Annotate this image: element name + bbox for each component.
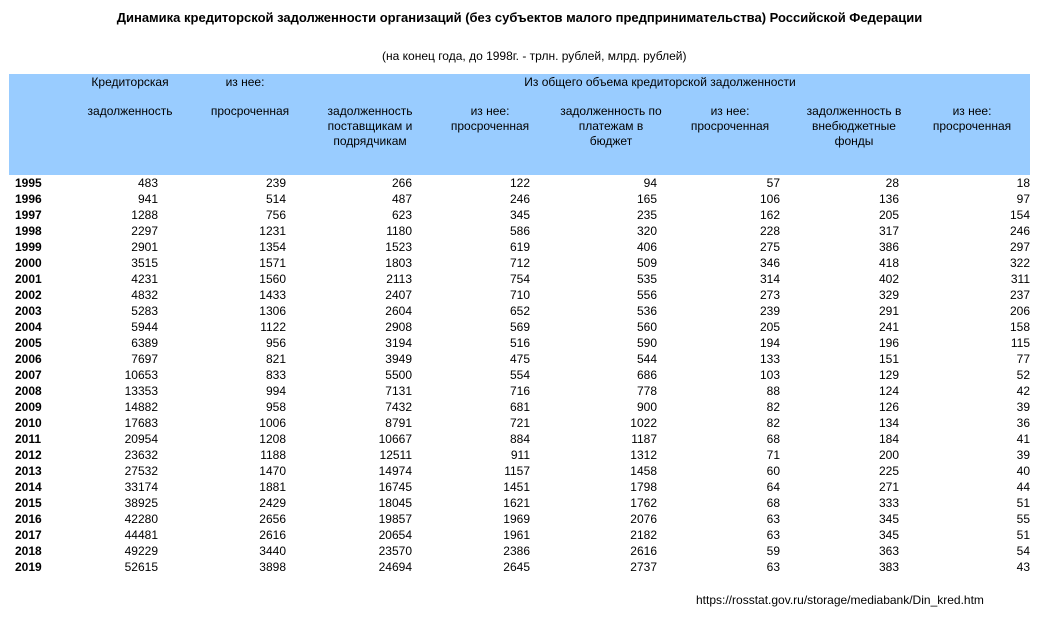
table-row bbox=[9, 527, 1030, 543]
value-cell-col3: 266 bbox=[391, 176, 412, 190]
value-cell-col5: 778 bbox=[636, 384, 657, 398]
value-cell-col2: 1306 bbox=[259, 304, 286, 318]
value-cell-col2: 1560 bbox=[259, 272, 286, 286]
value-cell-col1: 941 bbox=[137, 192, 158, 206]
value-cell-col3: 8791 bbox=[385, 416, 412, 430]
value-cell-col8: 237 bbox=[1009, 288, 1030, 302]
header-col7: задолженность в внебюджетные фонды bbox=[806, 104, 902, 148]
value-cell-col1: 7697 bbox=[131, 352, 158, 366]
value-cell-col6: 71 bbox=[766, 448, 780, 462]
value-cell-col5: 535 bbox=[636, 272, 657, 286]
year-cell: 2002 bbox=[15, 288, 42, 302]
value-cell-col6: 82 bbox=[766, 416, 780, 430]
value-cell-col7: 136 bbox=[878, 192, 899, 206]
value-cell-col5: 686 bbox=[636, 368, 657, 382]
year-cell: 2011 bbox=[15, 432, 42, 446]
value-cell-col2: 2429 bbox=[259, 496, 286, 510]
value-cell-col5: 2616 bbox=[630, 544, 657, 558]
table-body bbox=[9, 175, 1030, 575]
value-cell-col2: 1470 bbox=[259, 464, 286, 478]
value-cell-col1: 20954 bbox=[124, 432, 158, 446]
value-cell-col7: 418 bbox=[878, 256, 899, 270]
table-row bbox=[9, 335, 1030, 351]
year-cell: 2019 bbox=[15, 560, 42, 574]
value-cell-col3: 1180 bbox=[386, 224, 412, 238]
year-cell: 2001 bbox=[15, 272, 42, 286]
value-cell-col3: 623 bbox=[391, 208, 412, 222]
year-cell: 1996 bbox=[15, 192, 42, 206]
value-cell-col3: 7131 bbox=[385, 384, 412, 398]
page-title: Динамика кредиторской задолженности организаций (без субъектов малого предпринимательства) Российской Федерации bbox=[116, 10, 923, 25]
value-cell-col2: 756 bbox=[265, 208, 286, 222]
value-cell-col6: 82 bbox=[766, 400, 780, 414]
value-cell-col1: 6389 bbox=[131, 336, 158, 350]
value-cell-col3: 23570 bbox=[378, 544, 412, 558]
table-row bbox=[9, 383, 1030, 399]
value-cell-col5: 406 bbox=[636, 240, 657, 254]
value-cell-col3: 7432 bbox=[385, 400, 412, 414]
value-cell-col7: 241 bbox=[878, 320, 899, 334]
value-cell-col3: 19857 bbox=[378, 512, 412, 526]
value-cell-col6: 275 bbox=[759, 240, 780, 254]
value-cell-col8: 51 bbox=[1016, 496, 1030, 510]
value-cell-col8: 77 bbox=[1016, 352, 1030, 366]
value-cell-col4: 1451 bbox=[503, 480, 530, 494]
value-cell-col3: 1523 bbox=[385, 240, 412, 254]
value-cell-col2: 1208 bbox=[259, 432, 286, 446]
value-cell-col8: 51 bbox=[1016, 528, 1030, 542]
value-cell-col4: 652 bbox=[509, 304, 530, 318]
value-cell-col1: 49229 bbox=[124, 544, 158, 558]
value-cell-col2: 2656 bbox=[259, 512, 286, 526]
value-cell-col7: 363 bbox=[878, 544, 899, 558]
value-cell-col4: 122 bbox=[509, 176, 530, 190]
header-col3: задолженность поставщикам и подрядчикам bbox=[327, 104, 413, 148]
header-col8: из нее: просроченная bbox=[932, 104, 1012, 133]
table-row bbox=[9, 351, 1030, 367]
year-cell: 2006 bbox=[15, 352, 42, 366]
value-cell-col1: 42280 bbox=[124, 512, 158, 526]
value-cell-col8: 39 bbox=[1016, 400, 1030, 414]
value-cell-col2: 1571 bbox=[259, 256, 286, 270]
year-cell: 2000 bbox=[15, 256, 42, 270]
value-cell-col3: 2908 bbox=[385, 320, 412, 334]
value-cell-col7: 151 bbox=[878, 352, 899, 366]
value-cell-col3: 487 bbox=[391, 192, 412, 206]
value-cell-col7: 317 bbox=[878, 224, 899, 238]
value-cell-col4: 554 bbox=[509, 368, 530, 382]
value-cell-col6: 194 bbox=[759, 336, 780, 350]
table-row bbox=[9, 543, 1030, 559]
year-cell: 2005 bbox=[15, 336, 42, 350]
value-cell-col2: 1881 bbox=[259, 480, 286, 494]
year-cell: 2012 bbox=[15, 448, 42, 462]
value-cell-col4: 246 bbox=[509, 192, 530, 206]
value-cell-col4: 1961 bbox=[503, 528, 530, 542]
value-cell-col5: 590 bbox=[636, 336, 657, 350]
year-cell: 2007 bbox=[15, 368, 42, 382]
table-row bbox=[9, 303, 1030, 319]
value-cell-col3: 2407 bbox=[385, 288, 412, 302]
value-cell-col6: 106 bbox=[759, 192, 780, 206]
value-cell-col3: 20654 bbox=[378, 528, 412, 542]
value-cell-col4: 345 bbox=[509, 208, 530, 222]
value-cell-col6: 59 bbox=[766, 544, 780, 558]
value-cell-col3: 18045 bbox=[378, 496, 412, 510]
value-cell-col4: 681 bbox=[509, 400, 530, 414]
value-cell-col5: 536 bbox=[636, 304, 657, 318]
header-col5: задолженность по платежам в бюджет bbox=[560, 104, 662, 148]
value-cell-col1: 10653 bbox=[124, 368, 158, 382]
value-cell-col6: 314 bbox=[759, 272, 780, 286]
value-cell-col5: 1762 bbox=[630, 496, 657, 510]
value-cell-col5: 560 bbox=[636, 320, 657, 334]
value-cell-col8: 246 bbox=[1009, 224, 1030, 238]
value-cell-col8: 42 bbox=[1016, 384, 1030, 398]
value-cell-col5: 2076 bbox=[630, 512, 657, 526]
year-cell: 2009 bbox=[15, 400, 42, 414]
value-cell-col7: 329 bbox=[878, 288, 899, 302]
value-cell-col8: 44 bbox=[1016, 480, 1030, 494]
table-row bbox=[9, 319, 1030, 335]
value-cell-col1: 52615 bbox=[124, 560, 158, 574]
value-cell-col3: 1803 bbox=[385, 256, 412, 270]
value-cell-col2: 1122 bbox=[260, 320, 286, 334]
header-col1-line1: Кредиторская bbox=[91, 75, 169, 89]
value-cell-col2: 1006 bbox=[259, 416, 286, 430]
value-cell-col8: 36 bbox=[1016, 416, 1030, 430]
value-cell-col3: 3949 bbox=[385, 352, 412, 366]
table-row bbox=[9, 479, 1030, 495]
value-cell-col1: 13353 bbox=[124, 384, 158, 398]
value-cell-col1: 4832 bbox=[131, 288, 158, 302]
value-cell-col1: 27532 bbox=[124, 464, 158, 478]
value-cell-col3: 14974 bbox=[378, 464, 412, 478]
value-cell-col2: 1433 bbox=[259, 288, 286, 302]
value-cell-col4: 911 bbox=[510, 448, 530, 462]
value-cell-col4: 475 bbox=[509, 352, 530, 366]
table-row bbox=[9, 239, 1030, 255]
year-cell: 2004 bbox=[15, 320, 42, 334]
value-cell-col7: 124 bbox=[878, 384, 899, 398]
year-cell: 2010 bbox=[15, 416, 42, 430]
value-cell-col2: 958 bbox=[265, 400, 286, 414]
value-cell-col8: 97 bbox=[1016, 192, 1030, 206]
value-cell-col7: 196 bbox=[878, 336, 899, 350]
value-cell-col5: 235 bbox=[636, 208, 657, 222]
value-cell-col2: 514 bbox=[265, 192, 286, 206]
table-row bbox=[9, 399, 1030, 415]
value-cell-col6: 162 bbox=[759, 208, 780, 222]
value-cell-col2: 821 bbox=[265, 352, 286, 366]
value-cell-col6: 88 bbox=[766, 384, 780, 398]
year-cell: 1999 bbox=[15, 240, 42, 254]
year-cell: 2003 bbox=[15, 304, 42, 318]
year-cell: 2014 bbox=[15, 480, 42, 494]
value-cell-col1: 17683 bbox=[124, 416, 158, 430]
value-cell-col3: 24694 bbox=[378, 560, 412, 574]
value-cell-col3: 2604 bbox=[385, 304, 412, 318]
value-cell-col7: 126 bbox=[878, 400, 899, 414]
value-cell-col7: 184 bbox=[878, 432, 899, 446]
value-cell-col4: 884 bbox=[509, 432, 530, 446]
value-cell-col6: 63 bbox=[766, 560, 780, 574]
value-cell-col5: 94 bbox=[643, 176, 657, 190]
value-cell-col6: 57 bbox=[766, 176, 780, 190]
value-cell-col6: 60 bbox=[766, 464, 780, 478]
value-cell-col6: 64 bbox=[766, 480, 780, 494]
value-cell-col4: 754 bbox=[509, 272, 530, 286]
value-cell-col1: 38925 bbox=[124, 496, 158, 510]
value-cell-col1: 1288 bbox=[131, 208, 158, 222]
value-cell-col7: 205 bbox=[878, 208, 899, 222]
table-row bbox=[9, 447, 1030, 463]
value-cell-col5: 509 bbox=[636, 256, 657, 270]
value-cell-col2: 1188 bbox=[260, 448, 286, 462]
value-cell-col3: 12511 bbox=[379, 448, 412, 462]
value-cell-col2: 1231 bbox=[259, 224, 286, 238]
source-link[interactable]: https://rosstat.gov.ru/storage/mediabank/Din_kred.htm bbox=[696, 593, 984, 607]
value-cell-col5: 1458 bbox=[630, 464, 657, 478]
value-cell-col4: 516 bbox=[509, 336, 530, 350]
table-row bbox=[9, 431, 1030, 447]
value-cell-col1: 14882 bbox=[124, 400, 158, 414]
value-cell-col2: 994 bbox=[265, 384, 286, 398]
value-cell-col4: 1969 bbox=[503, 512, 530, 526]
value-cell-col7: 333 bbox=[878, 496, 899, 510]
value-cell-col7: 200 bbox=[878, 448, 899, 462]
header-col6: из нее: просроченная bbox=[690, 104, 770, 133]
table-row bbox=[9, 511, 1030, 527]
value-cell-col7: 291 bbox=[878, 304, 899, 318]
value-cell-col2: 1354 bbox=[259, 240, 286, 254]
header-col2-line1: из нее: bbox=[225, 75, 265, 89]
year-cell: 1998 bbox=[15, 224, 42, 238]
value-cell-col1: 5944 bbox=[131, 320, 158, 334]
table-row bbox=[9, 367, 1030, 383]
value-cell-col1: 3515 bbox=[131, 256, 158, 270]
value-cell-col3: 5500 bbox=[385, 368, 412, 382]
value-cell-col4: 586 bbox=[509, 224, 530, 238]
value-cell-col8: 52 bbox=[1016, 368, 1030, 382]
value-cell-col6: 68 bbox=[766, 496, 780, 510]
table-row bbox=[9, 415, 1030, 431]
table-row bbox=[9, 175, 1030, 191]
value-cell-col1: 5283 bbox=[131, 304, 158, 318]
value-cell-col1: 23632 bbox=[124, 448, 158, 462]
value-cell-col4: 721 bbox=[509, 416, 530, 430]
year-cell: 2013 bbox=[15, 464, 42, 478]
value-cell-col6: 133 bbox=[759, 352, 780, 366]
value-cell-col2: 239 bbox=[265, 176, 286, 190]
value-cell-col3: 16745 bbox=[378, 480, 412, 494]
table-row bbox=[9, 223, 1030, 239]
table-row bbox=[9, 287, 1030, 303]
value-cell-col8: 115 bbox=[1010, 336, 1030, 350]
value-cell-col6: 63 bbox=[766, 512, 780, 526]
value-cell-col8: 39 bbox=[1016, 448, 1030, 462]
value-cell-col6: 346 bbox=[759, 256, 780, 270]
value-cell-col5: 1022 bbox=[630, 416, 657, 430]
year-cell: 2018 bbox=[15, 544, 42, 558]
value-cell-col5: 556 bbox=[636, 288, 657, 302]
value-cell-col2: 2616 bbox=[259, 528, 286, 542]
value-cell-col7: 345 bbox=[878, 512, 899, 526]
value-cell-col1: 44481 bbox=[124, 528, 158, 542]
table-row bbox=[9, 495, 1030, 511]
value-cell-col5: 2182 bbox=[630, 528, 657, 542]
value-cell-col8: 54 bbox=[1016, 544, 1030, 558]
table-row bbox=[9, 559, 1030, 575]
table-row bbox=[9, 191, 1030, 207]
value-cell-col6: 228 bbox=[759, 224, 780, 238]
header-col4: из нее: просроченная bbox=[450, 104, 530, 133]
value-cell-col5: 2737 bbox=[630, 560, 657, 574]
year-cell: 2017 bbox=[15, 528, 42, 542]
value-cell-col5: 1798 bbox=[630, 480, 657, 494]
value-cell-col4: 619 bbox=[509, 240, 530, 254]
value-cell-col8: 43 bbox=[1016, 560, 1030, 574]
value-cell-col7: 134 bbox=[878, 416, 899, 430]
value-cell-col4: 2645 bbox=[503, 560, 530, 574]
value-cell-col5: 1187 bbox=[631, 432, 657, 446]
value-cell-col8: 154 bbox=[1009, 208, 1030, 222]
value-cell-col6: 239 bbox=[759, 304, 780, 318]
header-col1-line2: задолженность bbox=[87, 104, 173, 118]
year-cell: 1995 bbox=[15, 176, 42, 190]
value-cell-col6: 103 bbox=[759, 368, 780, 382]
value-cell-col6: 68 bbox=[766, 432, 780, 446]
value-cell-col4: 712 bbox=[509, 256, 530, 270]
units-subtitle: (на конец года, до 1998г. - трлн. рублей, млрд. рублей) bbox=[382, 49, 687, 63]
value-cell-col8: 206 bbox=[1009, 304, 1030, 318]
table-row bbox=[9, 255, 1030, 271]
year-cell: 1997 bbox=[15, 208, 42, 222]
value-cell-col8: 55 bbox=[1016, 512, 1030, 526]
value-cell-col4: 569 bbox=[509, 320, 530, 334]
value-cell-col7: 386 bbox=[878, 240, 899, 254]
year-cell: 2015 bbox=[15, 496, 42, 510]
value-cell-col4: 1621 bbox=[503, 496, 530, 510]
year-cell: 2008 bbox=[15, 384, 42, 398]
value-cell-col1: 2901 bbox=[131, 240, 158, 254]
value-cell-col8: 297 bbox=[1009, 240, 1030, 254]
value-cell-col6: 273 bbox=[759, 288, 780, 302]
value-cell-col7: 345 bbox=[878, 528, 899, 542]
value-cell-col6: 63 bbox=[766, 528, 780, 542]
value-cell-col4: 1157 bbox=[504, 464, 530, 478]
value-cell-col7: 383 bbox=[878, 560, 899, 574]
table-row bbox=[9, 207, 1030, 223]
value-cell-col1: 2297 bbox=[131, 224, 158, 238]
value-cell-col8: 322 bbox=[1009, 256, 1030, 270]
header-col2-line2: просроченная bbox=[210, 104, 290, 118]
value-cell-col2: 833 bbox=[265, 368, 286, 382]
table-row bbox=[9, 463, 1030, 479]
value-cell-col2: 3898 bbox=[259, 560, 286, 574]
value-cell-col4: 716 bbox=[509, 384, 530, 398]
value-cell-col1: 4231 bbox=[131, 272, 158, 286]
header-group-label: Из общего объема кредиторской задолженности bbox=[524, 75, 796, 89]
value-cell-col7: 402 bbox=[878, 272, 899, 286]
value-cell-col5: 1312 bbox=[630, 448, 657, 462]
value-cell-col5: 320 bbox=[636, 224, 657, 238]
value-cell-col8: 41 bbox=[1016, 432, 1030, 446]
value-cell-col2: 956 bbox=[265, 336, 286, 350]
value-cell-col3: 2113 bbox=[386, 272, 412, 286]
value-cell-col1: 33174 bbox=[124, 480, 158, 494]
value-cell-col7: 28 bbox=[885, 176, 899, 190]
value-cell-col4: 710 bbox=[509, 288, 530, 302]
value-cell-col8: 158 bbox=[1009, 320, 1030, 334]
value-cell-col6: 205 bbox=[759, 320, 780, 334]
value-cell-col2: 3440 bbox=[259, 544, 286, 558]
value-cell-col5: 900 bbox=[636, 400, 657, 414]
value-cell-col1: 483 bbox=[137, 176, 158, 190]
value-cell-col8: 18 bbox=[1016, 176, 1030, 190]
value-cell-col8: 40 bbox=[1016, 464, 1030, 478]
year-cell: 2016 bbox=[15, 512, 42, 526]
data-table bbox=[9, 175, 1030, 575]
value-cell-col7: 129 bbox=[878, 368, 899, 382]
value-cell-col7: 271 bbox=[878, 480, 899, 494]
table-row bbox=[9, 271, 1030, 287]
value-cell-col3: 3194 bbox=[385, 336, 412, 350]
value-cell-col5: 165 bbox=[636, 192, 657, 206]
value-cell-col3: 10667 bbox=[378, 432, 412, 446]
value-cell-col7: 225 bbox=[878, 464, 899, 478]
value-cell-col4: 2386 bbox=[503, 544, 530, 558]
value-cell-col5: 544 bbox=[636, 352, 657, 366]
value-cell-col8: 311 bbox=[1010, 272, 1030, 286]
